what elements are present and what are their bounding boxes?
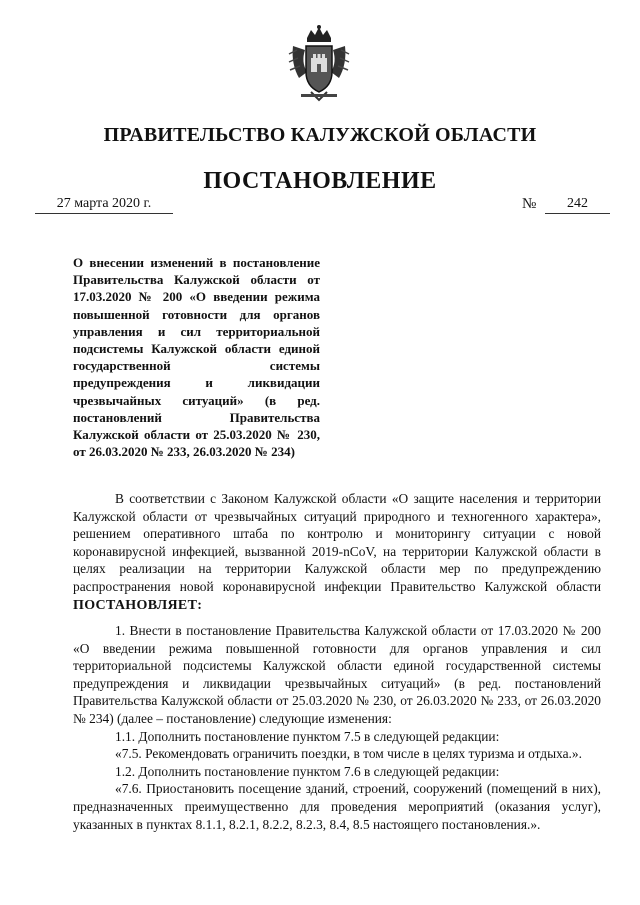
government-title: ПРАВИТЕЛЬСТВО КАЛУЖСКОЙ ОБЛАСТИ <box>103 124 537 146</box>
item-1-2: 1.2. Дополнить постановление пунктом 7.6 в следующей редакции: <box>115 763 500 779</box>
document-type-title: ПОСТАНОВЛЕНИЕ <box>203 168 437 194</box>
document-date: 27 марта 2020 г. <box>35 196 173 214</box>
item-1: 1. Внести в постановление Правительства Калужской области от 17.03.2020 № 200 «О введении режима повышенной готовности для органов управления и сил территориальной подсистемы Калужской области единой государственной системы предупреждения и ликвидации чрезвычайных ситуаций» (в ред. постановлений Правительства Калужской области от 25.03.2020 № 230, от 26.03.2020 № 233, от 26.03.2020 № 234) (далее – постановление) следующие изменения: <box>73 623 601 726</box>
coat-of-arms-icon <box>287 24 351 102</box>
item-1-1: 1.1. Дополнить постановление пунктом 7.5 в следующей редакции: <box>115 728 500 744</box>
resolves-word: ПОСТАНОВЛЯЕТ: <box>73 597 203 613</box>
item-1-1-text: «7.5. Рекомендовать ограничить поездки, в том числе в целях туризма и отдыха.». <box>115 746 582 762</box>
number-sign: № <box>522 196 537 212</box>
item-1-2-text: «7.6. Приостановить посещение зданий, строений, сооружений (помещений в них), предназначенных преимущественно для проведения мероприятий (оказания услуг), указанных в пунктах 8.1.1, 8.2.1, 8.2.2, 8.2.3, 8.4, 8.5 настоящего постановления.». <box>73 781 601 832</box>
amendments-section <box>73 622 601 833</box>
document-number: 242 <box>545 196 610 214</box>
preamble-text: В соответствии с Законом Калужской области «О защите населения и территории Калужской области от чрезвычайных ситуаций природного и техногенного характера», решением оперативного штаба по контролю и мониторингу ситуации с новой коронавирусной инфекцией, вызванной 2019-nCoV, на территории Калужской области в целях реализации на территории Калужской области мер по предупреждению распространения новой коронавирусной инфекции Правительство Калужской области <box>73 491 601 594</box>
document-subject: О внесении изменений в постановление Правительства Калужской области от 17.03.2020 № 200 «О введении режима повышенной готовности для органов управления и сил территориальной подсистемы Калужской области единой государственной системы предупреждения и ликвидации чрезвычайных ситуаций» (в ред. постановлений Правительства Калужской области от 25.03.2020 № 230, от 26.03.2020 № 233, 26.03.2020 № 234) <box>73 255 320 460</box>
preamble-paragraph <box>73 490 601 614</box>
